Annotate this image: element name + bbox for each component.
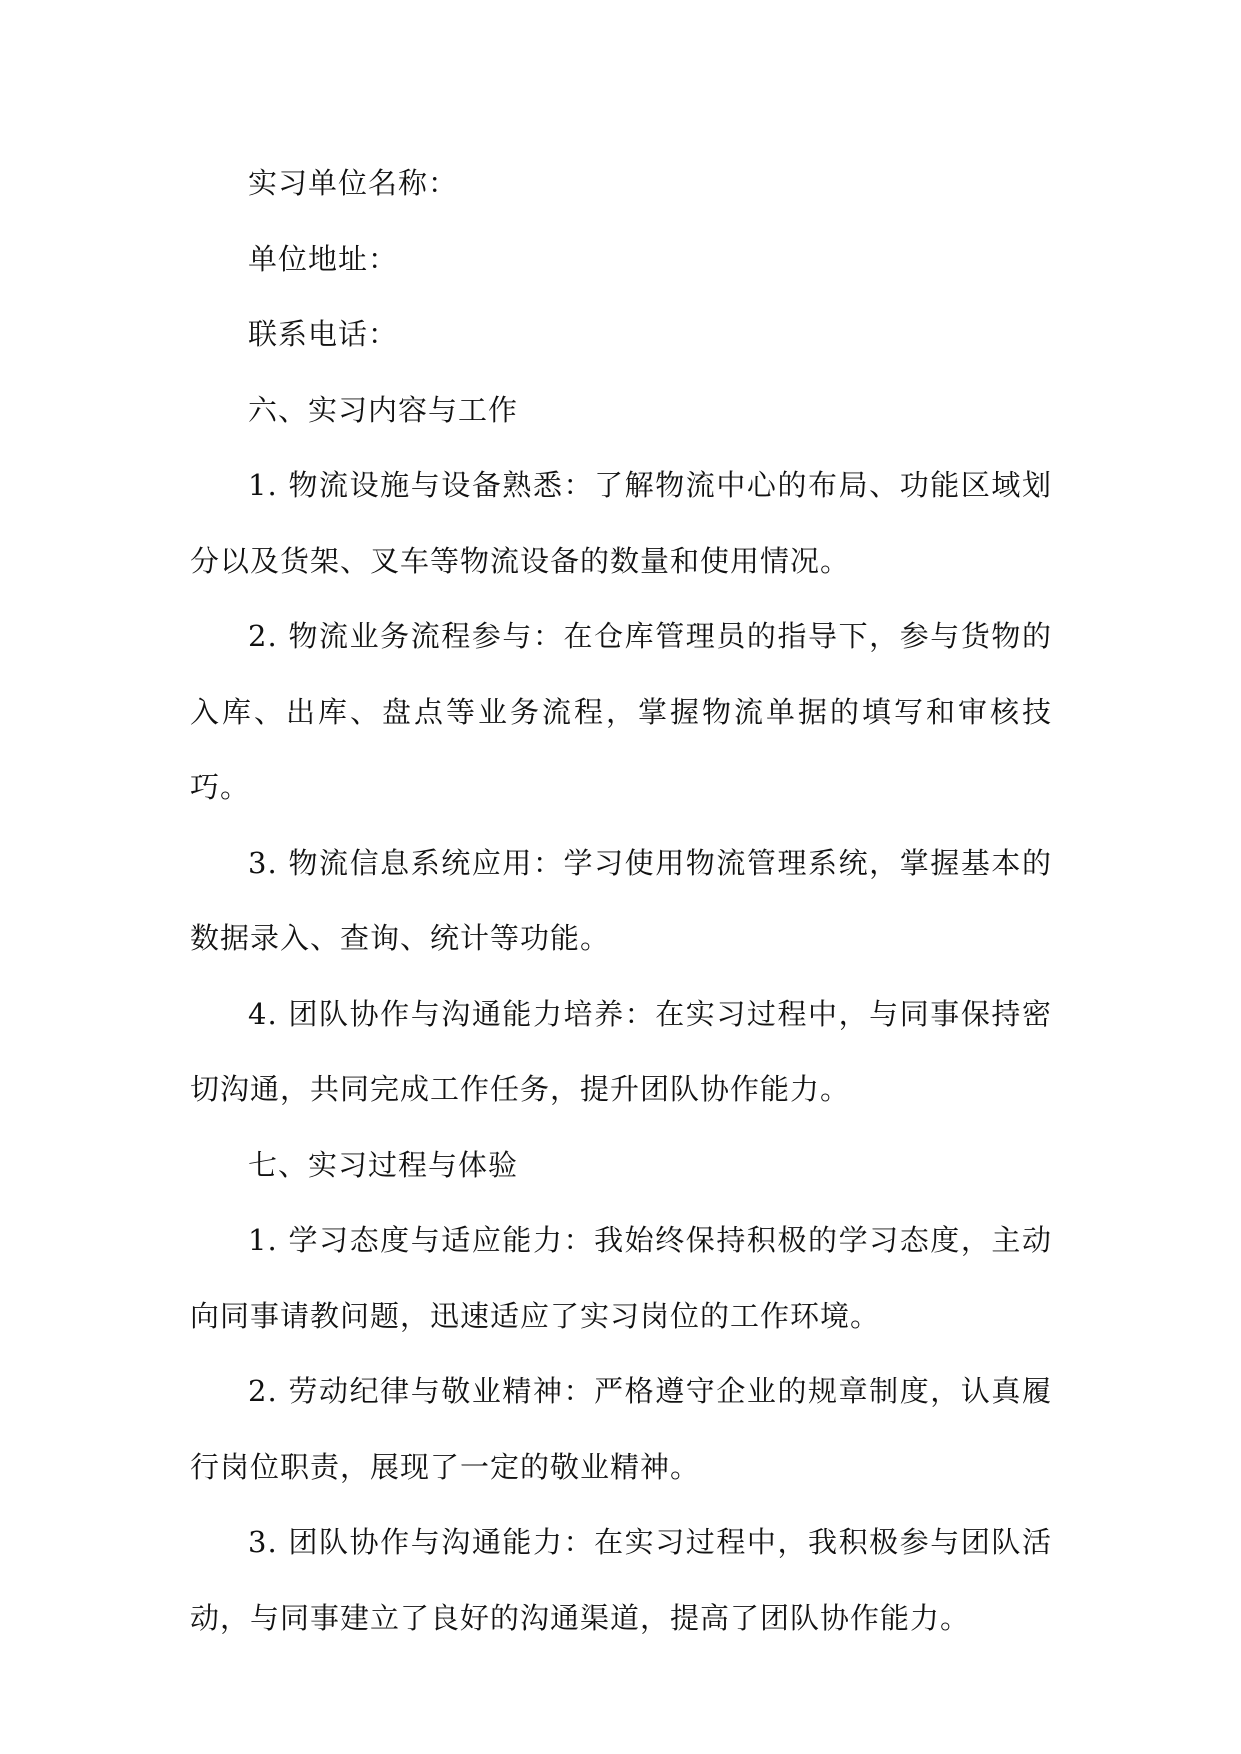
field-contact-phone: 联系电话： [248, 317, 399, 351]
section-6-item-4: 4. 团队协作与沟通能力培养：在实习过程中，与同事保持密切沟通，共同完成工作任务，提升团队协作能力。 [190, 996, 1052, 1106]
section-heading-7: 七、实习过程与体验 [248, 1147, 519, 1182]
field-internship-unit-name: 实习单位名称： [248, 166, 459, 200]
section-7-item-2: 2. 劳动纪律与敬业精神：严格遵守企业的规章制度，认真履行岗位职责，展现了一定的敬业精神。 [190, 1374, 1052, 1484]
section-7-item-3: 3. 团队协作与沟通能力：在实习过程中，我积极参与团队活动，与同事建立了良好的沟通渠道，提高了团队协作能力。 [190, 1525, 1052, 1635]
document-body [190, 146, 1052, 1656]
section-heading-6: 六、实习内容与工作 [248, 392, 519, 427]
section-6-item-1: 1. 物流设施与设备熟悉：了解物流中心的布局、功能区域划分以及货架、叉车等物流设备的数量和使用情况。 [190, 468, 1052, 578]
field-unit-address: 单位地址： [248, 241, 399, 276]
section-7-item-1: 1. 学习态度与适应能力：我始终保持积极的学习态度，主动向同事请教问题，迅速适应了实习岗位的工作环境。 [190, 1223, 1052, 1333]
section-6-item-2: 2. 物流业务流程参与：在仓库管理员的指导下，参与货物的入库、出库、盘点等业务流程，掌握物流单据的填写和审核技巧。 [190, 619, 1052, 804]
section-6-item-3: 3. 物流信息系统应用：学习使用物流管理系统，掌握基本的数据录入、查询、统计等功能。 [190, 845, 1052, 955]
